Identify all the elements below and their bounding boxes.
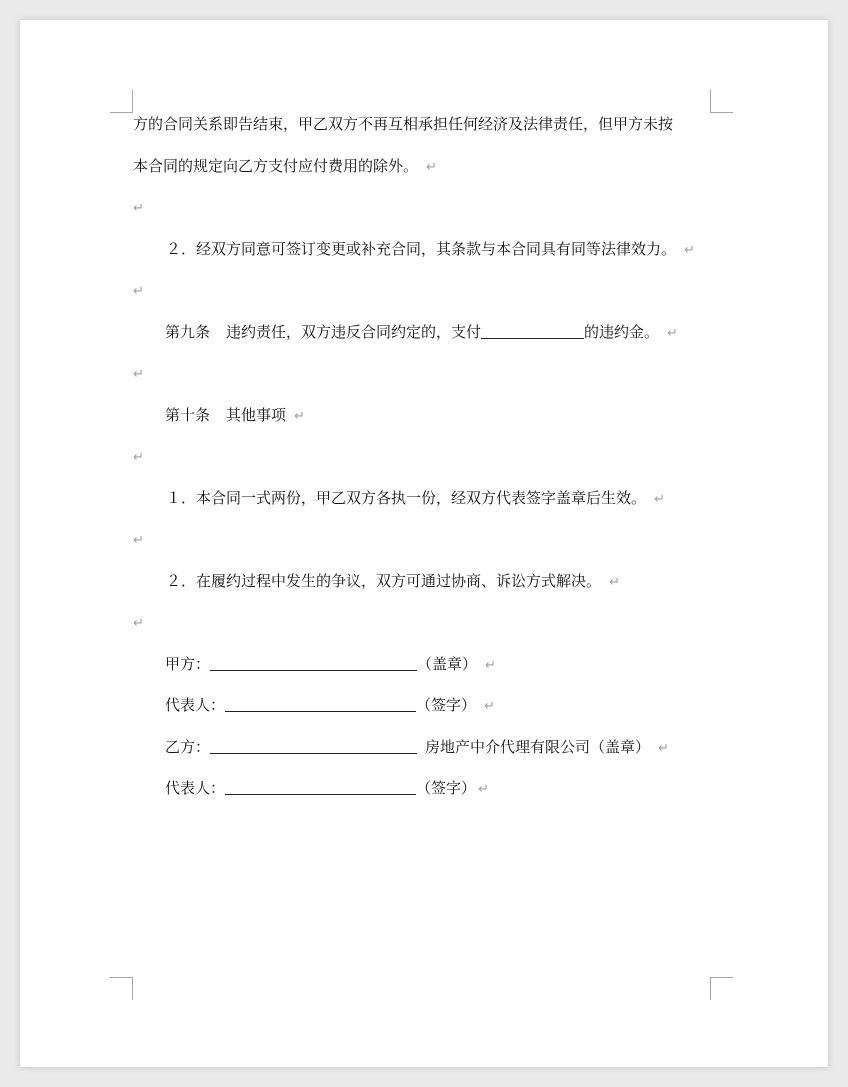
paragraph-clause-8-2[interactable] (166, 239, 695, 261)
representative-suffix: （签字） (416, 779, 477, 797)
paragraph-line-2[interactable] (133, 156, 437, 178)
paragraph-mark-icon: ↵ (609, 575, 620, 590)
document-page[interactable] (20, 20, 828, 1067)
paragraph-mark-icon: ↵ (658, 741, 669, 756)
line-text: 违约责任，双方违反合同约定的，支付 (226, 323, 482, 341)
paragraph-mark-icon: ↵ (133, 201, 144, 216)
paragraph-clause-10-1[interactable] (166, 488, 665, 510)
empty-paragraph[interactable] (133, 446, 144, 468)
signature-representative-b[interactable] (165, 778, 489, 800)
paragraph-mark-icon: ↵ (667, 326, 678, 341)
signature-party-a[interactable] (165, 654, 496, 676)
paragraph-mark-icon: ↵ (484, 699, 495, 714)
line-text: 方的合同关系即告结束，甲乙双方不再互相承担任何经济及法律责任，但甲方未按 (133, 115, 674, 133)
article-9[interactable] (165, 322, 678, 344)
party-b-label: 乙方： (165, 738, 211, 756)
article-10[interactable] (165, 405, 305, 427)
paragraph-line-1[interactable] (133, 114, 673, 134)
empty-paragraph[interactable] (133, 280, 144, 302)
article-number: 第九条 (165, 323, 211, 341)
representative-label: 代表人： (165, 696, 226, 714)
line-text: １．本合同一式两份，甲乙双方各执一份，经双方代表签字盖章后生效。 (166, 489, 647, 507)
paragraph-mark-icon: ↵ (133, 616, 144, 631)
paragraph-mark-icon: ↵ (684, 243, 695, 258)
penalty-amount-blank[interactable] (481, 323, 584, 339)
margin-corner-bottom-right (710, 977, 733, 1000)
line-text: 的违约金。 (584, 323, 660, 341)
paragraph-mark-icon: ↵ (426, 160, 437, 175)
paragraph-mark-icon: ↵ (485, 658, 496, 673)
paragraph-mark-icon: ↵ (133, 533, 144, 548)
signature-party-b[interactable] (165, 737, 669, 759)
line-text: ２．经双方同意可签订变更或补充合同，其条款与本合同具有同等法律效力。 (166, 240, 677, 258)
representative-b-signature-blank[interactable] (225, 779, 416, 795)
margin-corner-top-right (710, 90, 733, 113)
party-b-suffix: 房地产中介代理有限公司（盖章） (425, 738, 651, 756)
paragraph-mark-icon: ↵ (654, 492, 665, 507)
paragraph-mark-icon: ↵ (133, 367, 144, 382)
line-text: ２．在履约过程中发生的争议，双方可通过协商、诉讼方式解决。 (166, 572, 602, 590)
paragraph-mark-icon: ↵ (478, 782, 489, 797)
representative-a-signature-blank[interactable] (225, 696, 416, 712)
empty-paragraph[interactable] (133, 363, 144, 385)
representative-suffix: （签字） (416, 696, 477, 714)
party-a-suffix: （盖章） (417, 655, 478, 673)
line-text: 其他事项 (226, 406, 287, 424)
signature-representative-a[interactable] (165, 695, 495, 717)
line-text: 本合同的规定向乙方支付应付费用的除外。 (133, 157, 419, 175)
party-b-signature-blank[interactable] (210, 738, 417, 754)
paragraph-clause-10-2[interactable] (166, 571, 620, 593)
paragraph-mark-icon: ↵ (294, 409, 305, 424)
paragraph-mark-icon: ↵ (133, 450, 144, 465)
empty-paragraph[interactable] (133, 612, 144, 634)
paragraph-mark-icon: ↵ (133, 284, 144, 299)
empty-paragraph[interactable] (133, 197, 144, 219)
margin-corner-top-left (110, 90, 133, 113)
party-a-signature-blank[interactable] (210, 655, 417, 671)
empty-paragraph[interactable] (133, 529, 144, 551)
party-a-label: 甲方： (165, 655, 211, 673)
margin-corner-bottom-left (110, 977, 133, 1000)
representative-label: 代表人： (165, 779, 226, 797)
article-number: 第十条 (165, 406, 211, 424)
